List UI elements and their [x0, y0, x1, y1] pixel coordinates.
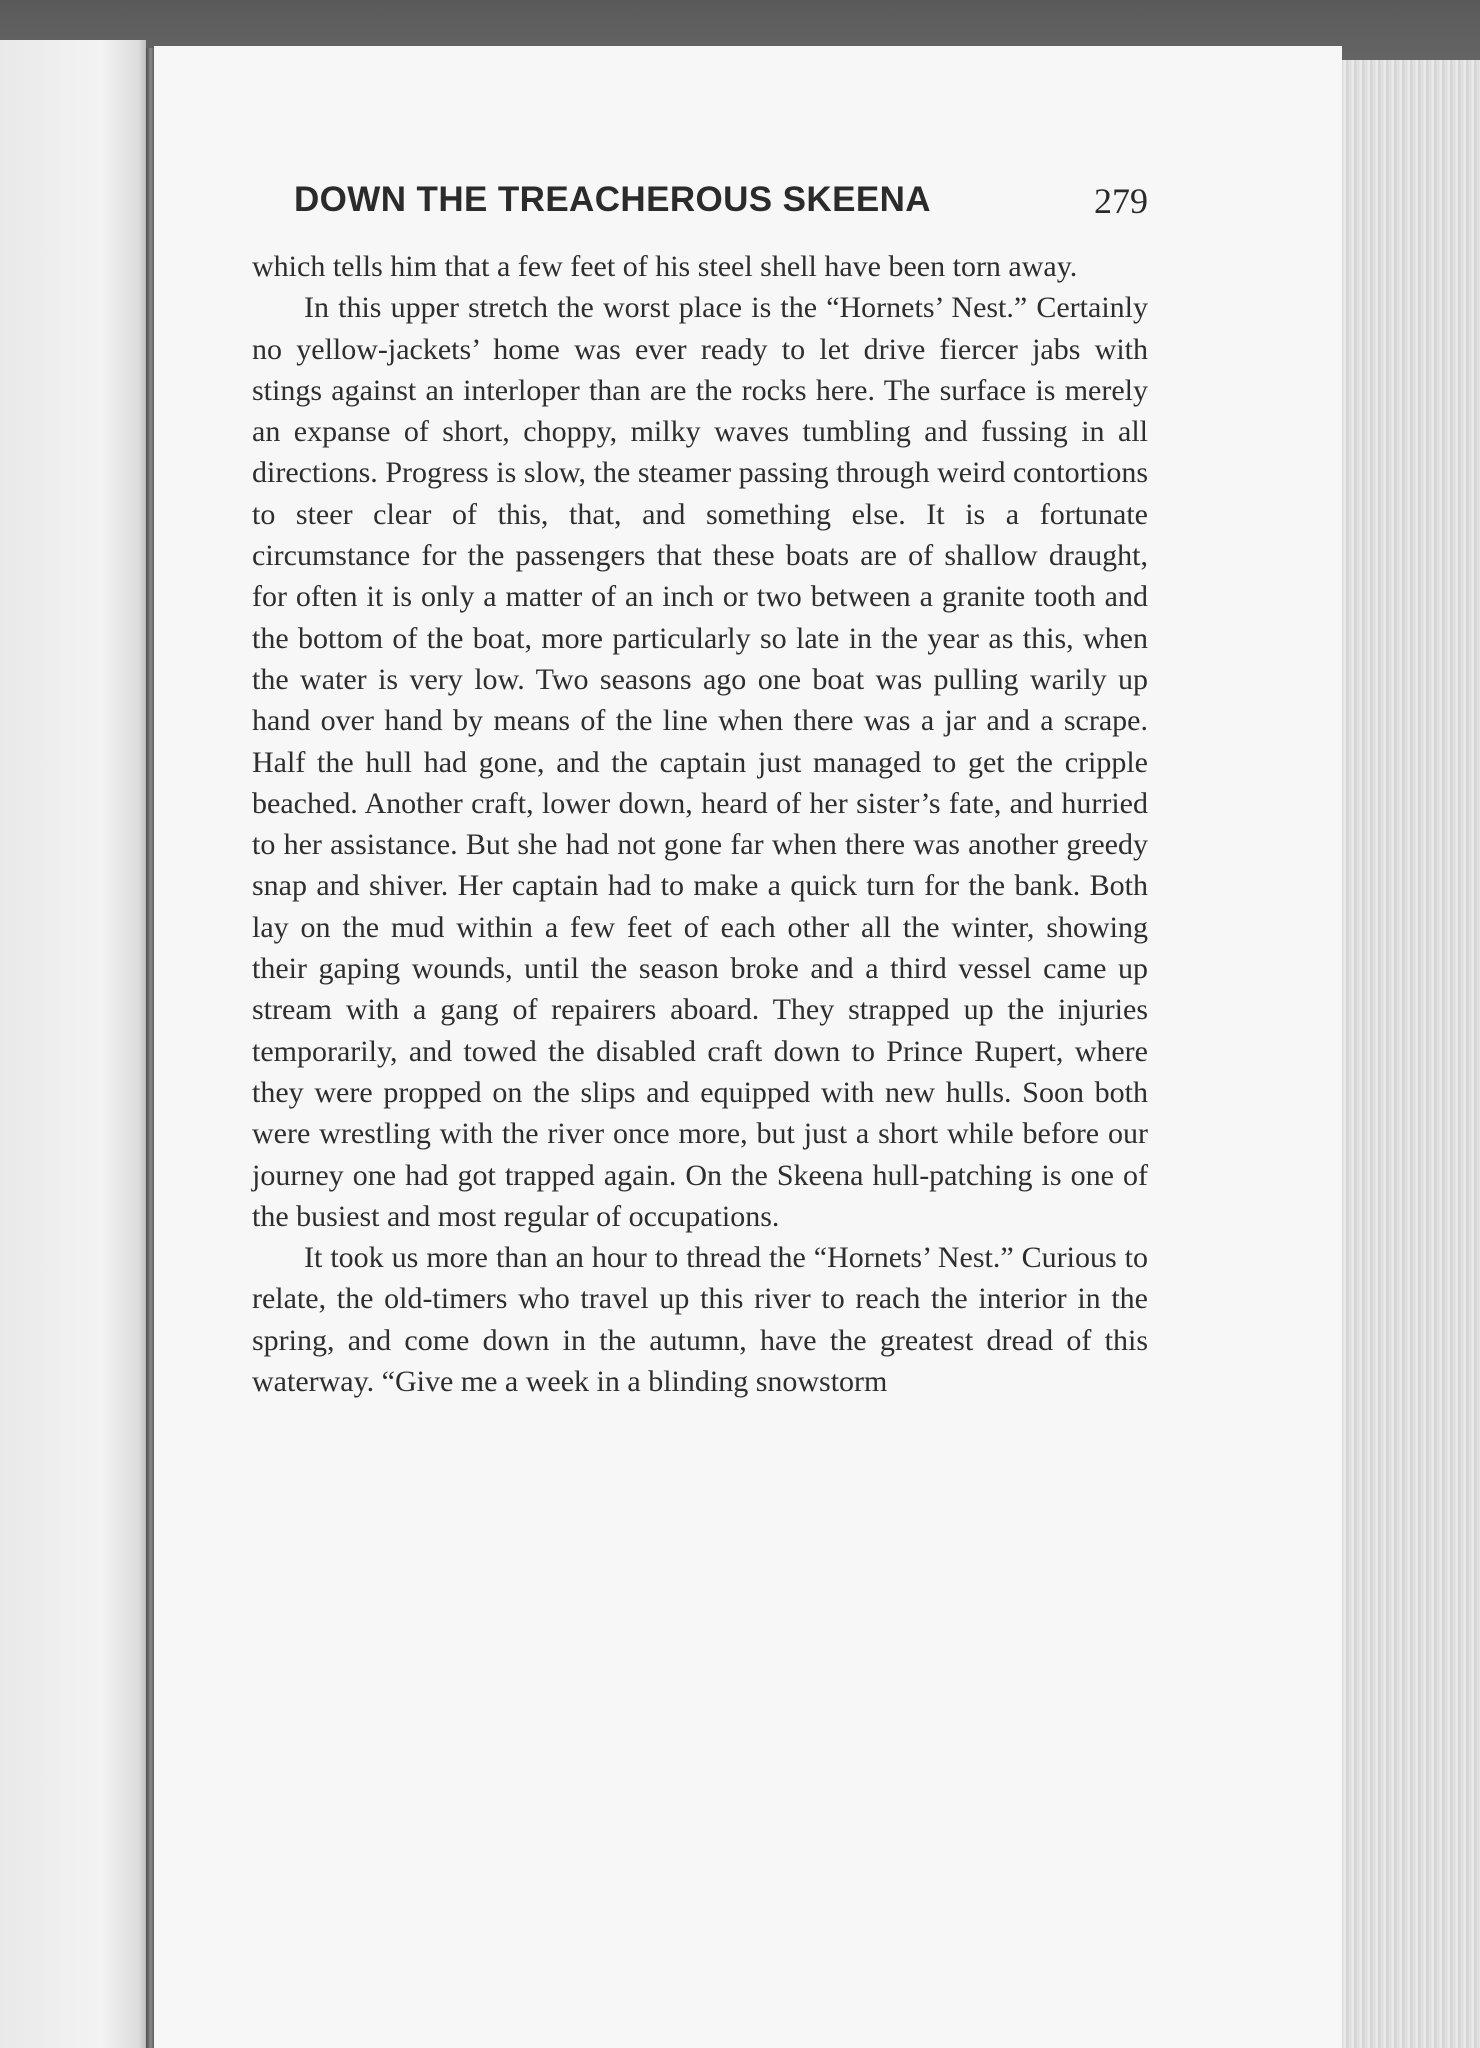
- page-stack-edge: [1342, 60, 1480, 2048]
- running-head: [252, 180, 1148, 230]
- paragraph-thread-nest: It took us more than an hour to thread the “Hornets’ Nest.” Curious to relate, the old-timers who travel up this river to reach the interior in the spring, and come down in the autumn, have the greatest dread of this waterway. “Give me a week in a blinding snowstorm: [252, 1241, 1148, 1399]
- book-gutter: [146, 48, 154, 2048]
- chapter-title: DOWN THE TREACHEROUS SKEENA: [294, 180, 931, 219]
- paragraph-hornets-nest: In this upper stretch the worst place is the “Hornets’ Nest.” Certainly no yellow-jackets’ home was ever ready to let drive fiercer jabs with stings against an interloper than are the rocks here. The surface is merely an expanse of short, choppy, milky waves tumbling and fussing in all directions. Progress is slow, the steamer passing through weird contortions to steer clear of this, that, and something else. It is a fortunate circumstance for the passengers that these boats are of shallow draught, for often it is only a matter of an inch or two between a granite tooth and the bottom of the boat, more particularly so late in the year as this, when the water is very low. Two seasons ago one boat was pulling warily up hand over hand by means of the line when there was a jar and a scrape. Half the hull had gone, and the captain just managed to get the cripple beached. Another craft, lower down, heard of her sister’s fate, and hurried to her assistance. But she had not gone far when there was another greedy snap and shiver. Her captain had to make a quick turn for the bank. Both lay on the mud within a few feet of each other all the winter, showing their gaping wounds, until the season broke and a third vessel came up stream with a gang of repairers aboard. They strapped up the injuries temporarily, and towed the disabled craft down to Prince Rupert, where they were propped on the slips and equipped with new hulls. Soon both were wrestling with the river once more, but just a short while before our journey one had got trapped again. On the Skeena hull-patching is one of the busiest and most regular of occupations.: [252, 291, 1148, 1233]
- page-number: 279: [1094, 181, 1148, 221]
- body-text: [252, 246, 1148, 1402]
- facing-page-edge: [0, 40, 146, 2048]
- paragraph-continued: which tells him that a few feet of his steel shell have been torn away.: [252, 250, 1078, 283]
